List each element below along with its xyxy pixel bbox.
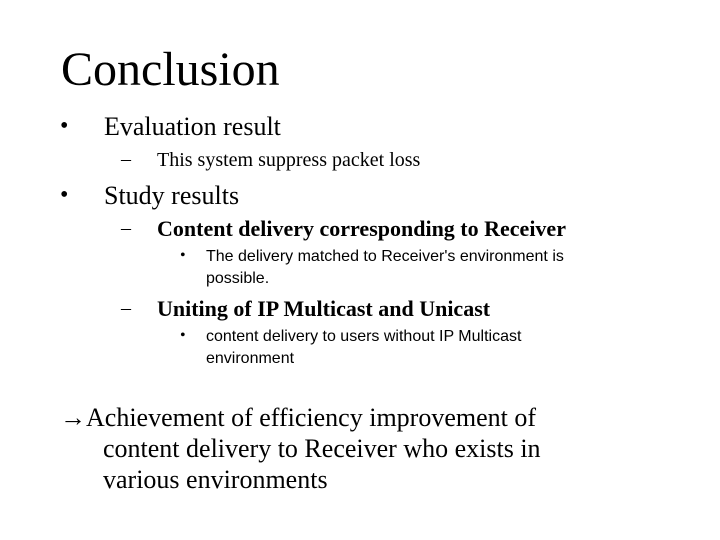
conclusion-statement [60, 402, 620, 495]
conclusion-line-3: various environments [103, 465, 328, 494]
study-detail-users-without-multicast: content delivery to users without IP Multicast environment [206, 328, 522, 367]
section-heading-study: Study results [104, 181, 240, 210]
bullet-icon: • [60, 182, 69, 208]
evaluation-item: This system suppress packet loss [157, 149, 421, 171]
conclusion-line-2: content delivery to Receiver who exists in [103, 434, 541, 463]
dash-icon: – [121, 217, 131, 239]
study-item-content-delivery: Content delivery corresponding to Receiver [157, 216, 566, 241]
slide-title: Conclusion [61, 43, 280, 96]
conclusion-line-1: →Achievement of efficiency improvement of [60, 403, 537, 432]
section-heading-evaluation: Evaluation result [104, 112, 281, 141]
bullet-icon: • [180, 327, 186, 344]
dash-icon: – [121, 148, 131, 170]
dash-icon: – [121, 297, 131, 319]
bullet-icon: • [60, 113, 69, 139]
study-detail-delivery-matched: The delivery matched to Receiver's environment is possible. [206, 248, 564, 287]
bullet-icon: • [180, 247, 186, 264]
study-item-uniting: Uniting of IP Multicast and Unicast [157, 296, 491, 321]
